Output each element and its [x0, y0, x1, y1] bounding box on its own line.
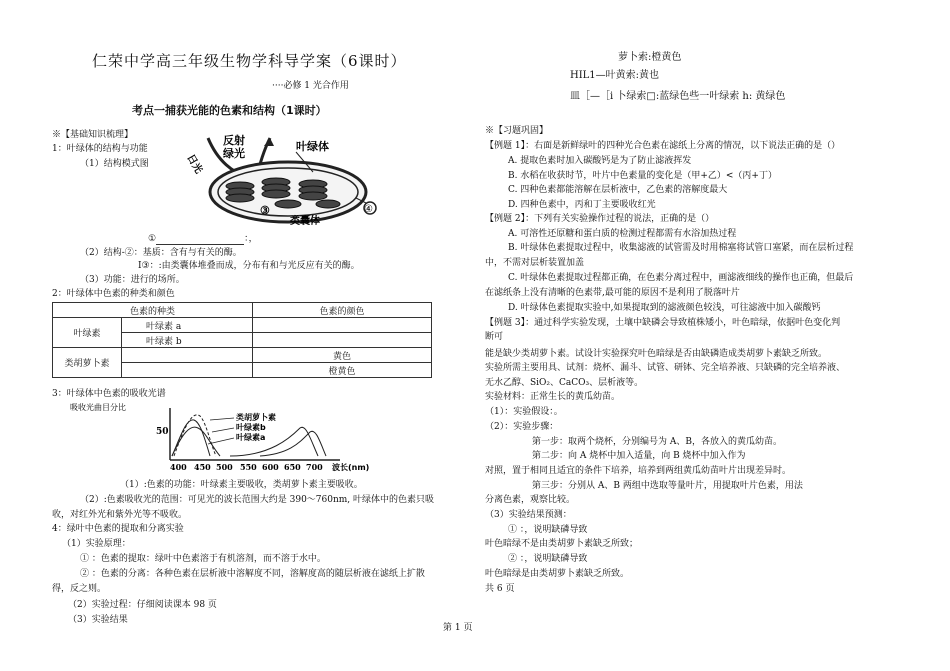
example-3-materials-cont: 无水乙醇、SiO₂、CaCO₃、层析液等。: [485, 378, 644, 388]
example-3-materials: 实验所需主要用具、试剂：烧杯、漏斗、试管、研钵、完全培养液、只缺磷的完全培养液、: [485, 363, 846, 373]
chart-y-tick: 50: [156, 427, 169, 437]
example-2-option-a: A. 可溶性还原糖和蛋白质的检测过程都需有水浴加热过程: [508, 229, 737, 239]
table-cell-orange: 橙黄色: [253, 363, 432, 378]
chart-x-tick: 450: [194, 462, 211, 472]
table-head-color: 色素的颜色: [253, 303, 432, 318]
chart-x-tick: 550: [240, 462, 257, 472]
example-2-option-b-cont: 中，不需对层析装置加盖: [485, 258, 585, 268]
chart-legend-chla: 叶绿素a: [236, 433, 266, 442]
example-3-line-c: 能是缺少类胡萝卜素。试设计实验探究叶色暗绿是否由缺磷造成类胡萝卜素缺乏所致。: [485, 349, 828, 359]
table-cell-chlb: 叶绿素 b: [122, 333, 253, 348]
table-cell-empty: [122, 348, 253, 363]
chart-x-tick: 400: [170, 462, 187, 472]
chart-x-tick: 600: [262, 462, 279, 472]
line-separation: ② ：色素的分离：各种色素在层析液中溶解度不同，溶解度高的随层析液在滤纸上扩散: [80, 569, 425, 579]
example-2-option-c: C. 叶绿体色素提取过程都正确，在色素分离过程中，画滤液细线的操作也正确，但最后: [508, 273, 854, 283]
example-3-cont: 断可: [485, 332, 504, 342]
line-stroma: （2）结构-②：基质：含有与有关的酶。: [80, 248, 242, 258]
fig-label-green-light: 绿光: [223, 147, 245, 160]
right-pigment-2: HIL1—叶黄索:黄也: [570, 70, 660, 81]
heading-2: 2：叶绿体中色素的种类和颜色: [52, 289, 175, 299]
pigment-table: [52, 302, 432, 378]
fill-1-end: ：，: [244, 234, 258, 244]
example-2-option-c-cont: 在滤纸条上没有清晰的色素带,最可能的原因不是利用了脱落叶片: [485, 288, 740, 298]
chart-x-tick: 700: [306, 462, 323, 472]
absorption-spectrum-chart: [70, 398, 390, 473]
prediction-1: ① ：，说明缺磷导致: [508, 525, 588, 535]
heading-4-1: （1）实验原理：: [62, 539, 131, 549]
step-3: 第三步：分别从 A、B 两组中选取等量叶片，用提取叶片色素，用法: [532, 481, 803, 491]
practice-heading: ※【习题巩固】: [485, 126, 549, 136]
table-row: [53, 318, 432, 333]
heading-1: 1：叶绿体的结构与功能: [52, 144, 148, 154]
line-separation-cont: 得，反之则。: [52, 584, 107, 594]
prediction-2-cont: 叶色暗绿是由类胡萝卜素缺乏所致。: [485, 569, 630, 579]
fig-label-chloroplast: 叶绿体: [296, 140, 329, 153]
step-3-cont: 分离色素，观察比较。: [485, 495, 576, 505]
table-cell-empty: [253, 318, 432, 333]
table-cell-chla: 叶绿素 a: [122, 318, 253, 333]
table-cell-empty: [253, 333, 432, 348]
line-extraction: ① ：色素的提取：绿叶中色素溶于有机溶剂，而不溶于水中。: [80, 554, 326, 564]
example-1: 【例题 1】：右面是新鲜绿叶的四种光合色素在滤纸上分离的情况，以下说法正确的是（）: [485, 141, 841, 151]
basic-heading: ※【基础知识梳理】: [52, 130, 134, 140]
example-2: 【例题 2】：下列有关实验操作过程的说法，正确的是（）: [485, 214, 715, 224]
fig-label-3: ③: [260, 204, 270, 217]
prediction-1-cont: 叶色暗绿不是由类胡萝卜素缺乏所致；: [485, 539, 639, 549]
example-3-specimen: 实验材料：正常生长的黄瓜幼苗。: [485, 392, 621, 402]
page-number: 第 1 页: [443, 623, 473, 633]
example-3: 【例题 3】：通过科学实验发现，土壤中缺磷会导致植株矮小，叶色暗绿，依据叶色变化判: [485, 318, 841, 328]
fig-label-reflect: 反射: [223, 134, 245, 147]
heading-1-1: （1）结构模式图: [80, 159, 149, 169]
fig-label-thylakoid: 类囊体: [290, 216, 320, 227]
line-function: （3）功能：进行的场所。: [80, 275, 185, 285]
chloroplast-diagram: [178, 132, 378, 232]
step-2: 第二步：向 A 烧杯中加入适量，向 B 烧杯中加入作为: [532, 451, 746, 461]
line-pigment-function: （1）:色素的功能：叶绿素主要吸收，类胡萝卜素主要吸收。: [120, 480, 363, 490]
table-cell-empty: [122, 363, 253, 378]
table-head-type: 色素的种类: [53, 303, 253, 318]
line-result: （3）实验结果: [68, 615, 128, 625]
example-2-option-b: B. 叶绿体色素提取过程中，收集滤液的试管需及时用棉塞将试管口塞紧，而在层析过程: [508, 243, 854, 253]
question-hypothesis: （1）：实验假设：。: [485, 407, 563, 417]
question-prediction: （3）实验结果预测：: [485, 510, 572, 520]
example-1-option-c: C. 四种色素都能溶解在层析液中，乙色素的溶解度最大: [508, 185, 728, 195]
heading-4: 4：绿叶中色素的提取和分离实验: [52, 524, 184, 534]
heading-3: 3：叶绿体中色素的吸收光谱: [52, 389, 166, 399]
fill-1-blank: [156, 236, 244, 245]
prediction-2: ② ：，说明缺磷导致: [508, 554, 588, 564]
question-steps: （2）：实验步骤：: [485, 422, 559, 432]
chart-x-tick: 650: [284, 462, 301, 472]
step-2-cont: 对照，置于相同且适宜的条件下培养，培养到两组黄瓜幼苗叶片出现差异时。: [485, 466, 792, 476]
section-title: 考点一捕获光能的色素和结构（1课时）: [132, 104, 327, 117]
fill-line-1: [148, 233, 258, 245]
table-cell-chlorophyll: 叶绿素: [53, 318, 122, 348]
example-1-option-b: B. 水稻在收获时节，叶片中色素量的变化是（甲+乙）<（丙+丁）: [508, 171, 777, 181]
right-pigment-1: 萝卜索:橙黄色: [618, 52, 682, 63]
module-label: ····必修 1 光合作用: [272, 81, 349, 91]
fig-label-4: ④: [364, 204, 373, 215]
chart-x-tick: 500: [216, 462, 233, 472]
chart-legend-carotenoid: 类胡萝卜素: [236, 413, 276, 422]
fill-1-number: ①: [148, 234, 157, 244]
chart-title: 吸收光曲目分比: [70, 403, 126, 412]
fig-label-sunlight: 日光: [184, 152, 204, 176]
page-title: 仁荣中学高三年级生物学科导学案（6课时）: [92, 52, 407, 70]
line-grana: I③：:由类囊体堆叠而成，分布有和与光反应有关的酶。: [138, 261, 360, 271]
total-pages: 共 6 页: [485, 584, 515, 594]
table-cell-yellow: 黄色: [253, 348, 432, 363]
chart-x-unit: 波长(nm): [332, 463, 370, 472]
example-2-option-d: D. 叶绿体色素提取实验中,如果提取到的滤液颜色较浅，可往滤液中加入碳酸钙: [508, 303, 821, 313]
line-absorption-range-cont: 收，对红外光和紫外光等不吸收。: [52, 510, 188, 520]
table-row: [53, 303, 432, 318]
example-1-option-a: A. 提取色素时加入碳酸钙是为了防止滤液挥发: [508, 156, 692, 166]
line-absorption-range: （2）:色素吸收光的范围：可见光的波长范围大约是 390～760nm, 叶绿体中的色素只吸: [80, 495, 435, 505]
right-pigment-3: 皿［—［i 卜绿索□:蓝绿色些一叶绿索 h: 黄绿色: [570, 91, 786, 102]
step-1: 第一步：取两个烧杯，分别编号为 A、B，各放入的黄瓜幼苗。: [532, 437, 782, 447]
line-procedure: （2）实验过程：仔细阅读课本 98 页: [68, 600, 217, 610]
table-row: [53, 348, 432, 363]
example-1-option-d: D. 四种色素中，丙和丁主要吸收红光: [508, 200, 656, 210]
table-cell-carotenoid: 类胡萝卜素: [53, 348, 122, 378]
chart-legend-chlb: 叶绿素b: [236, 423, 266, 432]
